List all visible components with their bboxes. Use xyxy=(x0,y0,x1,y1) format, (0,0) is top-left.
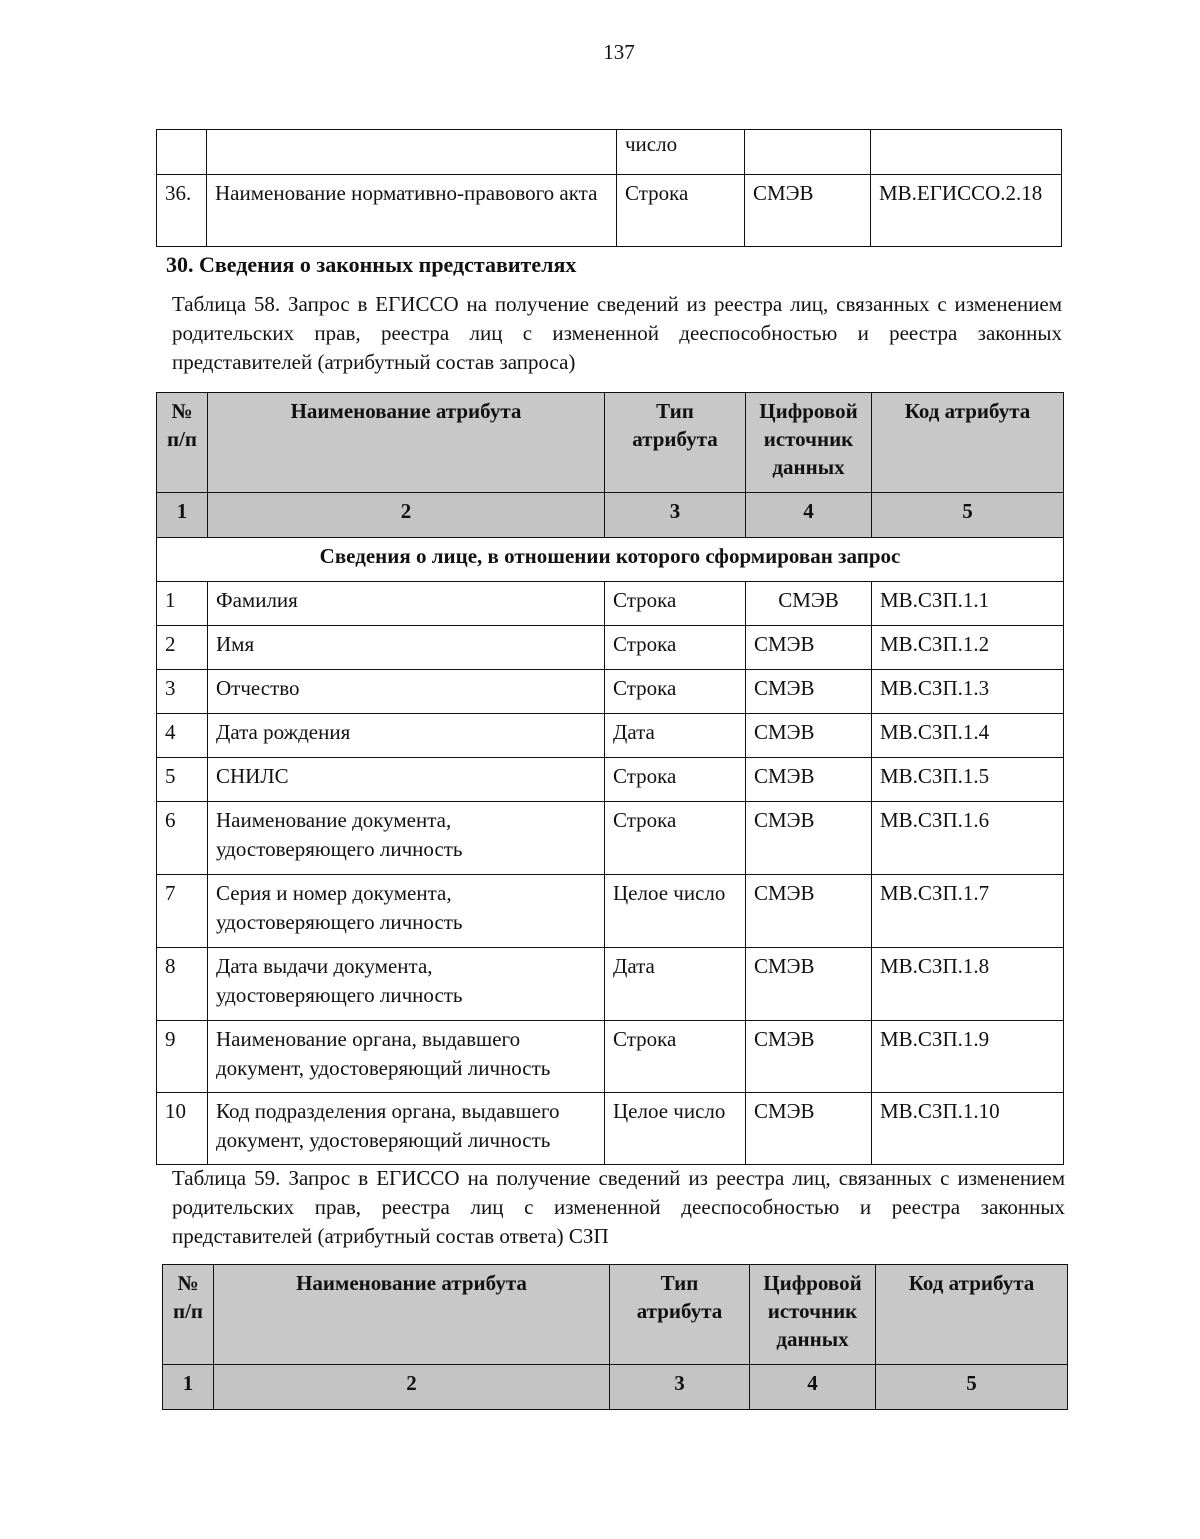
cell-type: Строка xyxy=(605,582,746,626)
table-row xyxy=(157,758,1064,802)
table-row xyxy=(157,582,1064,626)
cell-name: Дата выдачи документа, удостоверяющего личность xyxy=(208,948,605,1021)
col-number: 5 xyxy=(876,1365,1068,1410)
table-row xyxy=(157,670,1064,714)
col-number: 4 xyxy=(746,493,872,538)
col-number: 1 xyxy=(157,493,208,538)
header-name: Наименование атрибута xyxy=(214,1265,610,1365)
col-number: 2 xyxy=(208,493,605,538)
cell-source: СМЭВ xyxy=(746,758,872,802)
cell-name: Отчество xyxy=(208,670,605,714)
cell-name: Код подразделения органа, выдавшего документ, удостоверяющий личность xyxy=(208,1093,605,1165)
caption-line: родительских прав, реестра лиц с измененной дееспособностью и реестра законных xyxy=(172,321,1062,345)
section-row xyxy=(157,538,1064,582)
cell-name: Имя xyxy=(208,626,605,670)
cell-code: МВ.ЕГИССО.2.18 xyxy=(871,175,1062,247)
cell-type: Строка xyxy=(605,670,746,714)
cell-num: 8 xyxy=(157,948,208,1021)
header-code: Код атрибута xyxy=(872,393,1064,493)
cell-name: СНИЛС xyxy=(208,758,605,802)
cell-num: 2 xyxy=(157,626,208,670)
table-row xyxy=(157,948,1064,1021)
cell-name: Наименование документа, удостоверяющего личность xyxy=(208,802,605,875)
col-number: 3 xyxy=(605,493,746,538)
caption-line: представителей (атрибутный состав ответа) СЗП xyxy=(172,1224,609,1248)
table-row xyxy=(157,1093,1064,1165)
cell-source: СМЭВ xyxy=(745,175,871,247)
cell-type: Строка xyxy=(617,175,745,247)
continuation-table xyxy=(156,129,1062,247)
cell-code xyxy=(871,130,1062,175)
cell-num: 7 xyxy=(157,875,208,948)
cell-code: МВ.СЗП.1.9 xyxy=(872,1021,1064,1093)
cell-source: СМЭВ xyxy=(746,714,872,758)
col-number: 3 xyxy=(610,1365,750,1410)
cell-source xyxy=(745,130,871,175)
header-source: Цифровой источник данных xyxy=(750,1265,876,1365)
cell-code: МВ.СЗП.1.3 xyxy=(872,670,1064,714)
table-row xyxy=(157,130,1062,175)
header-type: Тип атрибута xyxy=(610,1265,750,1365)
cell-type: Целое число xyxy=(605,1093,746,1165)
caption-line: родительских прав, реестра лиц с измененной дееспособностью и реестра законных xyxy=(172,1195,1065,1219)
col-number: 1 xyxy=(163,1365,214,1410)
table58 xyxy=(156,392,1064,1165)
cell-code: МВ.СЗП.1.6 xyxy=(872,802,1064,875)
col-number: 5 xyxy=(872,493,1064,538)
cell-source: СМЭВ xyxy=(746,802,872,875)
table-row xyxy=(157,175,1062,247)
cell-num: 9 xyxy=(157,1021,208,1093)
cell-name: Дата рождения xyxy=(208,714,605,758)
header-source: Цифровой источник данных xyxy=(746,393,872,493)
caption-line: Таблица 59. Запрос в ЕГИССО на получение сведений из реестра лиц, связанных с изменением xyxy=(172,1166,1065,1190)
cell-num: 36. xyxy=(157,175,207,247)
cell-num: 4 xyxy=(157,714,208,758)
cell-source: СМЭВ xyxy=(746,670,872,714)
page-number: 137 xyxy=(603,40,635,64)
cell-name: Серия и номер документа, удостоверяющего личность xyxy=(208,875,605,948)
cell-code: МВ.СЗП.1.10 xyxy=(872,1093,1064,1165)
table-header-row xyxy=(157,393,1064,493)
section-row-label: Сведения о лице, в отношении которого сформирован запрос xyxy=(157,538,1064,582)
cell-code: МВ.СЗП.1.1 xyxy=(872,582,1064,626)
col-number: 4 xyxy=(750,1365,876,1410)
section-title: 30. Сведения о законных представителях xyxy=(166,252,577,277)
table-row xyxy=(157,875,1064,948)
cell-code: МВ.СЗП.1.8 xyxy=(872,948,1064,1021)
cell-source: СМЭВ xyxy=(746,875,872,948)
table-row xyxy=(157,626,1064,670)
table59-caption xyxy=(172,1164,1065,1251)
header-name: Наименование атрибута xyxy=(208,393,605,493)
cell-name xyxy=(207,130,617,175)
cell-code: МВ.СЗП.1.2 xyxy=(872,626,1064,670)
cell-source: СМЭВ xyxy=(746,1021,872,1093)
cell-type: Строка xyxy=(605,626,746,670)
cell-name: Наименование органа, выдавшего документ, удостоверяющий личность xyxy=(208,1021,605,1093)
column-number-row xyxy=(163,1365,1068,1410)
cell-type: Целое число xyxy=(605,875,746,948)
cell-num: 1 xyxy=(157,582,208,626)
cell-source: СМЭВ xyxy=(746,948,872,1021)
cell-code: МВ.СЗП.1.4 xyxy=(872,714,1064,758)
cell-source: СМЭВ xyxy=(746,1093,872,1165)
table-row xyxy=(157,714,1064,758)
cell-type: Дата xyxy=(605,948,746,1021)
header-type: Тип атрибута xyxy=(605,393,746,493)
cell-num: 6 xyxy=(157,802,208,875)
cell-name: Наименование нормативно-правового акта xyxy=(207,175,617,247)
header-code: Код атрибута xyxy=(876,1265,1068,1365)
header-num: № п/п xyxy=(157,393,208,493)
header-num: № п/п xyxy=(163,1265,214,1365)
cell-type: Строка xyxy=(605,758,746,802)
cell-type: Дата xyxy=(605,714,746,758)
cell-code: МВ.СЗП.1.7 xyxy=(872,875,1064,948)
caption-line: представителей (атрибутный состав запроса) xyxy=(172,350,576,374)
cell-name: Фамилия xyxy=(208,582,605,626)
table-header-row xyxy=(163,1265,1068,1365)
cell-source: СМЭВ xyxy=(746,582,872,626)
cell-num xyxy=(157,130,207,175)
cell-num: 10 xyxy=(157,1093,208,1165)
cell-type: число xyxy=(617,130,745,175)
table59 xyxy=(162,1264,1068,1410)
cell-code: МВ.СЗП.1.5 xyxy=(872,758,1064,802)
caption-line: Таблица 58. Запрос в ЕГИССО на получение сведений из реестра лиц, связанных с изменением xyxy=(172,292,1062,316)
cell-type: Строка xyxy=(605,802,746,875)
cell-num: 3 xyxy=(157,670,208,714)
cell-source: СМЭВ xyxy=(746,626,872,670)
column-number-row xyxy=(157,493,1064,538)
cell-type: Строка xyxy=(605,1021,746,1093)
table58-caption xyxy=(172,290,1062,377)
col-number: 2 xyxy=(214,1365,610,1410)
cell-num: 5 xyxy=(157,758,208,802)
table-row xyxy=(157,1021,1064,1093)
table-row xyxy=(157,802,1064,875)
